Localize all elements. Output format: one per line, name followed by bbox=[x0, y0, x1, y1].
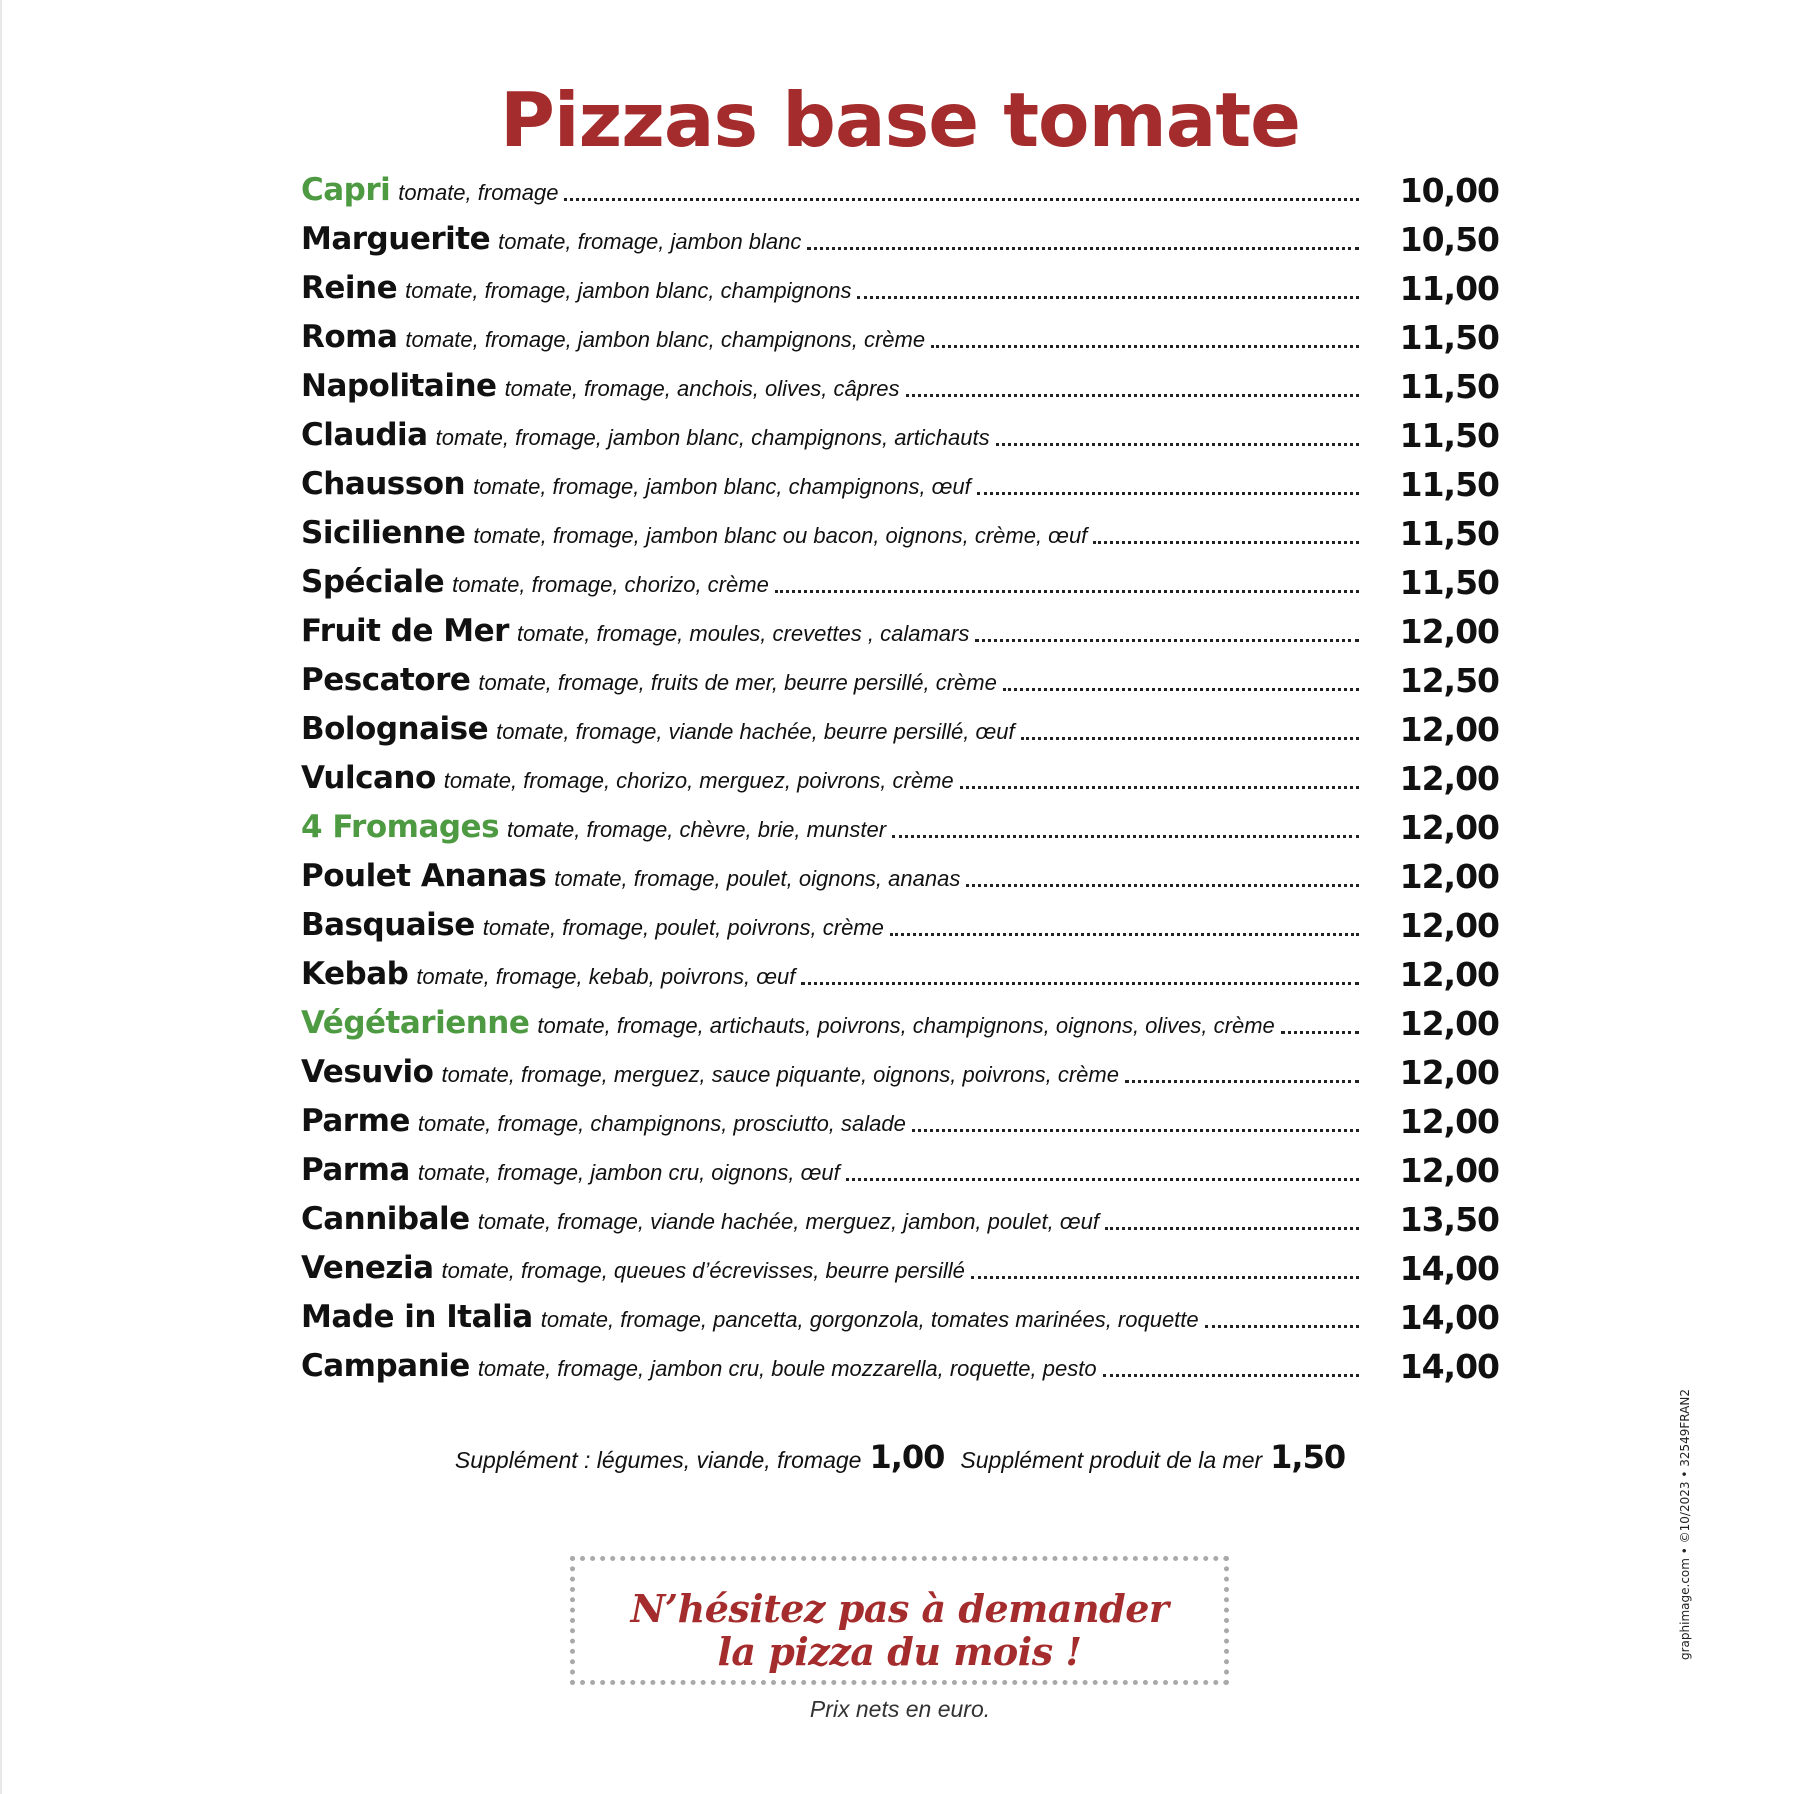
pizza-menu-list bbox=[301, 166, 1499, 1391]
dot-leader bbox=[1125, 1080, 1359, 1083]
pizza-name bbox=[301, 607, 969, 656]
menu-row bbox=[301, 754, 1499, 803]
pizza-ingredients: tomate, fromage, chorizo, crème bbox=[452, 572, 769, 597]
pizza-name bbox=[301, 950, 795, 999]
menu-row bbox=[301, 509, 1499, 558]
pizza-name-text: Pescatore bbox=[301, 662, 471, 698]
pizza-name bbox=[301, 999, 1275, 1048]
menu-row bbox=[301, 950, 1499, 999]
pizza-ingredients: tomate, fromage, poulet, oignons, ananas bbox=[554, 866, 961, 891]
pizza-price: 14,00 bbox=[1399, 1249, 1499, 1288]
dot-leader bbox=[1093, 541, 1359, 544]
menu-row bbox=[301, 558, 1499, 607]
pizza-name bbox=[301, 509, 1087, 558]
menu-row bbox=[301, 460, 1499, 509]
menu-row bbox=[301, 362, 1499, 411]
promo-line-1: N’hésitez pas à demander bbox=[630, 1586, 1169, 1631]
pizza-name bbox=[301, 852, 960, 901]
pizza-name-text: Capri bbox=[301, 172, 391, 208]
menu-row bbox=[301, 1293, 1499, 1342]
pizza-price: 11,50 bbox=[1399, 416, 1499, 455]
pizza-price: 12,00 bbox=[1399, 1004, 1499, 1043]
pizza-ingredients: tomate, fromage, poulet, poivrons, crème bbox=[482, 915, 884, 940]
pizza-name bbox=[301, 1195, 1099, 1244]
pizza-ingredients: tomate, fromage, moules, crevettes , calamars bbox=[516, 621, 970, 646]
supplements-line bbox=[0, 1438, 1800, 1476]
pizza-price: 14,00 bbox=[1399, 1298, 1499, 1337]
dot-leader bbox=[1281, 1031, 1359, 1034]
pizza-price: 12,00 bbox=[1399, 955, 1499, 994]
pizza-ingredients: tomate, fromage, chorizo, merguez, poivrons, crème bbox=[443, 768, 954, 793]
pizza-name-text: Spéciale bbox=[301, 564, 445, 600]
dot-leader bbox=[801, 982, 1359, 985]
pizza-ingredients: tomate, fromage, jambon blanc bbox=[498, 229, 802, 254]
pizza-ingredients: tomate, fromage, anchois, olives, câpres bbox=[504, 376, 900, 401]
pizza-name bbox=[301, 264, 851, 313]
pizza-name bbox=[301, 1048, 1119, 1097]
menu-row bbox=[301, 1195, 1499, 1244]
pizza-price: 11,00 bbox=[1399, 269, 1499, 308]
dot-leader bbox=[807, 247, 1359, 250]
pizza-name bbox=[301, 803, 886, 852]
page-left-border bbox=[0, 0, 2, 1794]
pizza-name bbox=[301, 313, 925, 362]
pizza-name-text: Kebab bbox=[301, 956, 409, 992]
pizza-of-month-box bbox=[570, 1556, 1229, 1685]
menu-row bbox=[301, 1342, 1499, 1391]
pizza-ingredients: tomate, fromage, pancetta, gorgonzola, tomates marinées, roquette bbox=[540, 1307, 1199, 1332]
dot-leader bbox=[775, 590, 1359, 593]
dot-leader bbox=[960, 786, 1359, 789]
pizza-ingredients: tomate, fromage, jambon cru, boule mozzarella, roquette, pesto bbox=[477, 1356, 1097, 1381]
menu-row bbox=[301, 1244, 1499, 1293]
dot-leader bbox=[906, 394, 1359, 397]
dot-leader bbox=[1105, 1227, 1359, 1230]
pizza-name-text: Campanie bbox=[301, 1348, 470, 1384]
pizza-price: 12,00 bbox=[1399, 1102, 1499, 1141]
pizza-ingredients: tomate, fromage, jambon cru, oignons, œuf bbox=[417, 1160, 840, 1185]
pizza-name bbox=[301, 558, 769, 607]
pizza-name-text: Roma bbox=[301, 319, 398, 355]
pizza-name-text: Claudia bbox=[301, 417, 428, 453]
menu-row bbox=[301, 1097, 1499, 1146]
dot-leader bbox=[975, 639, 1359, 642]
pizza-name-text: Chausson bbox=[301, 466, 466, 502]
pizza-name bbox=[301, 1097, 906, 1146]
dot-leader bbox=[564, 198, 1359, 201]
pizza-name-text: Bolognaise bbox=[301, 711, 489, 747]
menu-row bbox=[301, 1146, 1499, 1195]
menu-row bbox=[301, 313, 1499, 362]
dot-leader bbox=[892, 835, 1359, 838]
pizza-name bbox=[301, 1293, 1199, 1342]
dot-leader bbox=[971, 1276, 1359, 1279]
dot-leader bbox=[1003, 688, 1359, 691]
pizza-name bbox=[301, 1342, 1097, 1391]
menu-row bbox=[301, 852, 1499, 901]
menu-row bbox=[301, 264, 1499, 313]
pizza-ingredients: tomate, fromage, chèvre, brie, munster bbox=[507, 817, 887, 842]
promo-text bbox=[575, 1561, 1224, 1673]
supplement-price-seafood: 1,50 bbox=[1270, 1438, 1346, 1476]
pizza-price: 12,00 bbox=[1399, 710, 1499, 749]
price-note: Prix nets en euro. bbox=[809, 1696, 991, 1722]
dot-leader bbox=[977, 492, 1359, 495]
pizza-name bbox=[301, 754, 954, 803]
pizza-price: 12,00 bbox=[1399, 906, 1499, 945]
pizza-name-text: Napolitaine bbox=[301, 368, 497, 404]
pizza-ingredients: tomate, fromage, jambon blanc, champignons, artichauts bbox=[435, 425, 990, 450]
pizza-name bbox=[301, 215, 801, 264]
menu-row bbox=[301, 166, 1499, 215]
pizza-price: 12,00 bbox=[1399, 1151, 1499, 1190]
pizza-name bbox=[301, 460, 971, 509]
dot-leader bbox=[1205, 1325, 1359, 1328]
print-credit: graphimage.com • ©10/2023 • 32549FRAN2 bbox=[1678, 1389, 1692, 1660]
menu-row bbox=[301, 607, 1499, 656]
pizza-ingredients: tomate, fromage, artichauts, poivrons, champignons, oignons, olives, crème bbox=[537, 1013, 1275, 1038]
pizza-name-text: Vulcano bbox=[301, 760, 436, 796]
pizza-ingredients: tomate, fromage, viande hachée, beurre persillé, œuf bbox=[496, 719, 1015, 744]
pizza-name-text: Fruit de Mer bbox=[301, 613, 509, 649]
pizza-name-text: Sicilienne bbox=[301, 515, 466, 551]
pizza-ingredients: tomate, fromage, kebab, poivrons, œuf bbox=[416, 964, 796, 989]
pizza-name-text: Marguerite bbox=[301, 221, 491, 257]
pizza-price: 11,50 bbox=[1399, 563, 1499, 602]
pizza-price: 12,00 bbox=[1399, 759, 1499, 798]
promo-line-2: la pizza du mois ! bbox=[717, 1629, 1082, 1674]
supplement-label-vegetables: Supplément : légumes, viande, fromage bbox=[454, 1447, 862, 1473]
pizza-ingredients: tomate, fromage, viande hachée, merguez, jambon, poulet, œuf bbox=[477, 1209, 1099, 1234]
pizza-name bbox=[301, 411, 990, 460]
dot-leader bbox=[996, 443, 1359, 446]
pizza-name bbox=[301, 1146, 840, 1195]
supplement-label-seafood: Supplément produit de la mer bbox=[960, 1447, 1263, 1473]
pizza-name-text: Végétarienne bbox=[301, 1005, 530, 1041]
pizza-name bbox=[301, 656, 997, 705]
menu-row bbox=[301, 803, 1499, 852]
dot-leader bbox=[912, 1129, 1359, 1132]
pizza-name bbox=[301, 1244, 965, 1293]
pizza-ingredients: tomate, fromage, queues d’écrevisses, beurre persillé bbox=[441, 1258, 965, 1283]
dot-leader bbox=[857, 296, 1359, 299]
pizza-price: 11,50 bbox=[1399, 514, 1499, 553]
pizza-price: 10,50 bbox=[1399, 220, 1499, 259]
pizza-ingredients: tomate, fromage, champignons, prosciutto, salade bbox=[417, 1111, 906, 1136]
menu-row bbox=[301, 1048, 1499, 1097]
pizza-ingredients: tomate, fromage, jambon blanc, champignons bbox=[405, 278, 852, 303]
menu-row bbox=[301, 411, 1499, 460]
menu-row bbox=[301, 215, 1499, 264]
pizza-name-text: Vesuvio bbox=[301, 1054, 434, 1090]
pizza-ingredients: tomate, fromage, jambon blanc ou bacon, oignons, crème, œuf bbox=[473, 523, 1088, 548]
pizza-price: 11,50 bbox=[1399, 367, 1499, 406]
pizza-ingredients: tomate, fromage bbox=[398, 180, 559, 205]
pizza-ingredients: tomate, fromage, merguez, sauce piquante, oignons, poivrons, crème bbox=[441, 1062, 1119, 1087]
pizza-price: 12,50 bbox=[1399, 661, 1499, 700]
pizza-name-text: 4 Fromages bbox=[301, 809, 500, 845]
dot-leader bbox=[1021, 737, 1359, 740]
pizza-name bbox=[301, 362, 900, 411]
pizza-name-text: Made in Italia bbox=[301, 1299, 533, 1335]
dot-leader bbox=[1103, 1374, 1359, 1377]
pizza-price: 12,00 bbox=[1399, 1053, 1499, 1092]
pizza-name-text: Parma bbox=[301, 1152, 410, 1188]
menu-title: Pizzas base tomate bbox=[499, 76, 1301, 164]
menu-row bbox=[301, 705, 1499, 754]
pizza-ingredients: tomate, fromage, fruits de mer, beurre persillé, crème bbox=[478, 670, 997, 695]
supplement-price-vegetables: 1,00 bbox=[869, 1438, 945, 1476]
pizza-name bbox=[301, 901, 884, 950]
pizza-price: 11,50 bbox=[1399, 465, 1499, 504]
pizza-ingredients: tomate, fromage, jambon blanc, champignons, crème bbox=[405, 327, 926, 352]
pizza-name-text: Cannibale bbox=[301, 1201, 470, 1237]
pizza-name-text: Venezia bbox=[301, 1250, 434, 1286]
pizza-name-text: Poulet Ananas bbox=[301, 858, 547, 894]
dot-leader bbox=[966, 884, 1359, 887]
pizza-price: 11,50 bbox=[1399, 318, 1499, 357]
pizza-price: 13,50 bbox=[1399, 1200, 1499, 1239]
pizza-price: 12,00 bbox=[1399, 857, 1499, 896]
pizza-price: 10,00 bbox=[1399, 171, 1499, 210]
pizza-name bbox=[301, 166, 558, 215]
dot-leader bbox=[890, 933, 1359, 936]
pizza-name-text: Basquaise bbox=[301, 907, 475, 943]
pizza-name-text: Parme bbox=[301, 1103, 410, 1139]
menu-row bbox=[301, 901, 1499, 950]
pizza-name bbox=[301, 705, 1015, 754]
dot-leader bbox=[846, 1178, 1359, 1181]
menu-row bbox=[301, 656, 1499, 705]
pizza-price: 12,00 bbox=[1399, 808, 1499, 847]
dot-leader bbox=[931, 345, 1359, 348]
pizza-price: 12,00 bbox=[1399, 612, 1499, 651]
pizza-name-text: Reine bbox=[301, 270, 398, 306]
pizza-price: 14,00 bbox=[1399, 1347, 1499, 1386]
menu-row bbox=[301, 999, 1499, 1048]
pizza-ingredients: tomate, fromage, jambon blanc, champignons, œuf bbox=[473, 474, 971, 499]
